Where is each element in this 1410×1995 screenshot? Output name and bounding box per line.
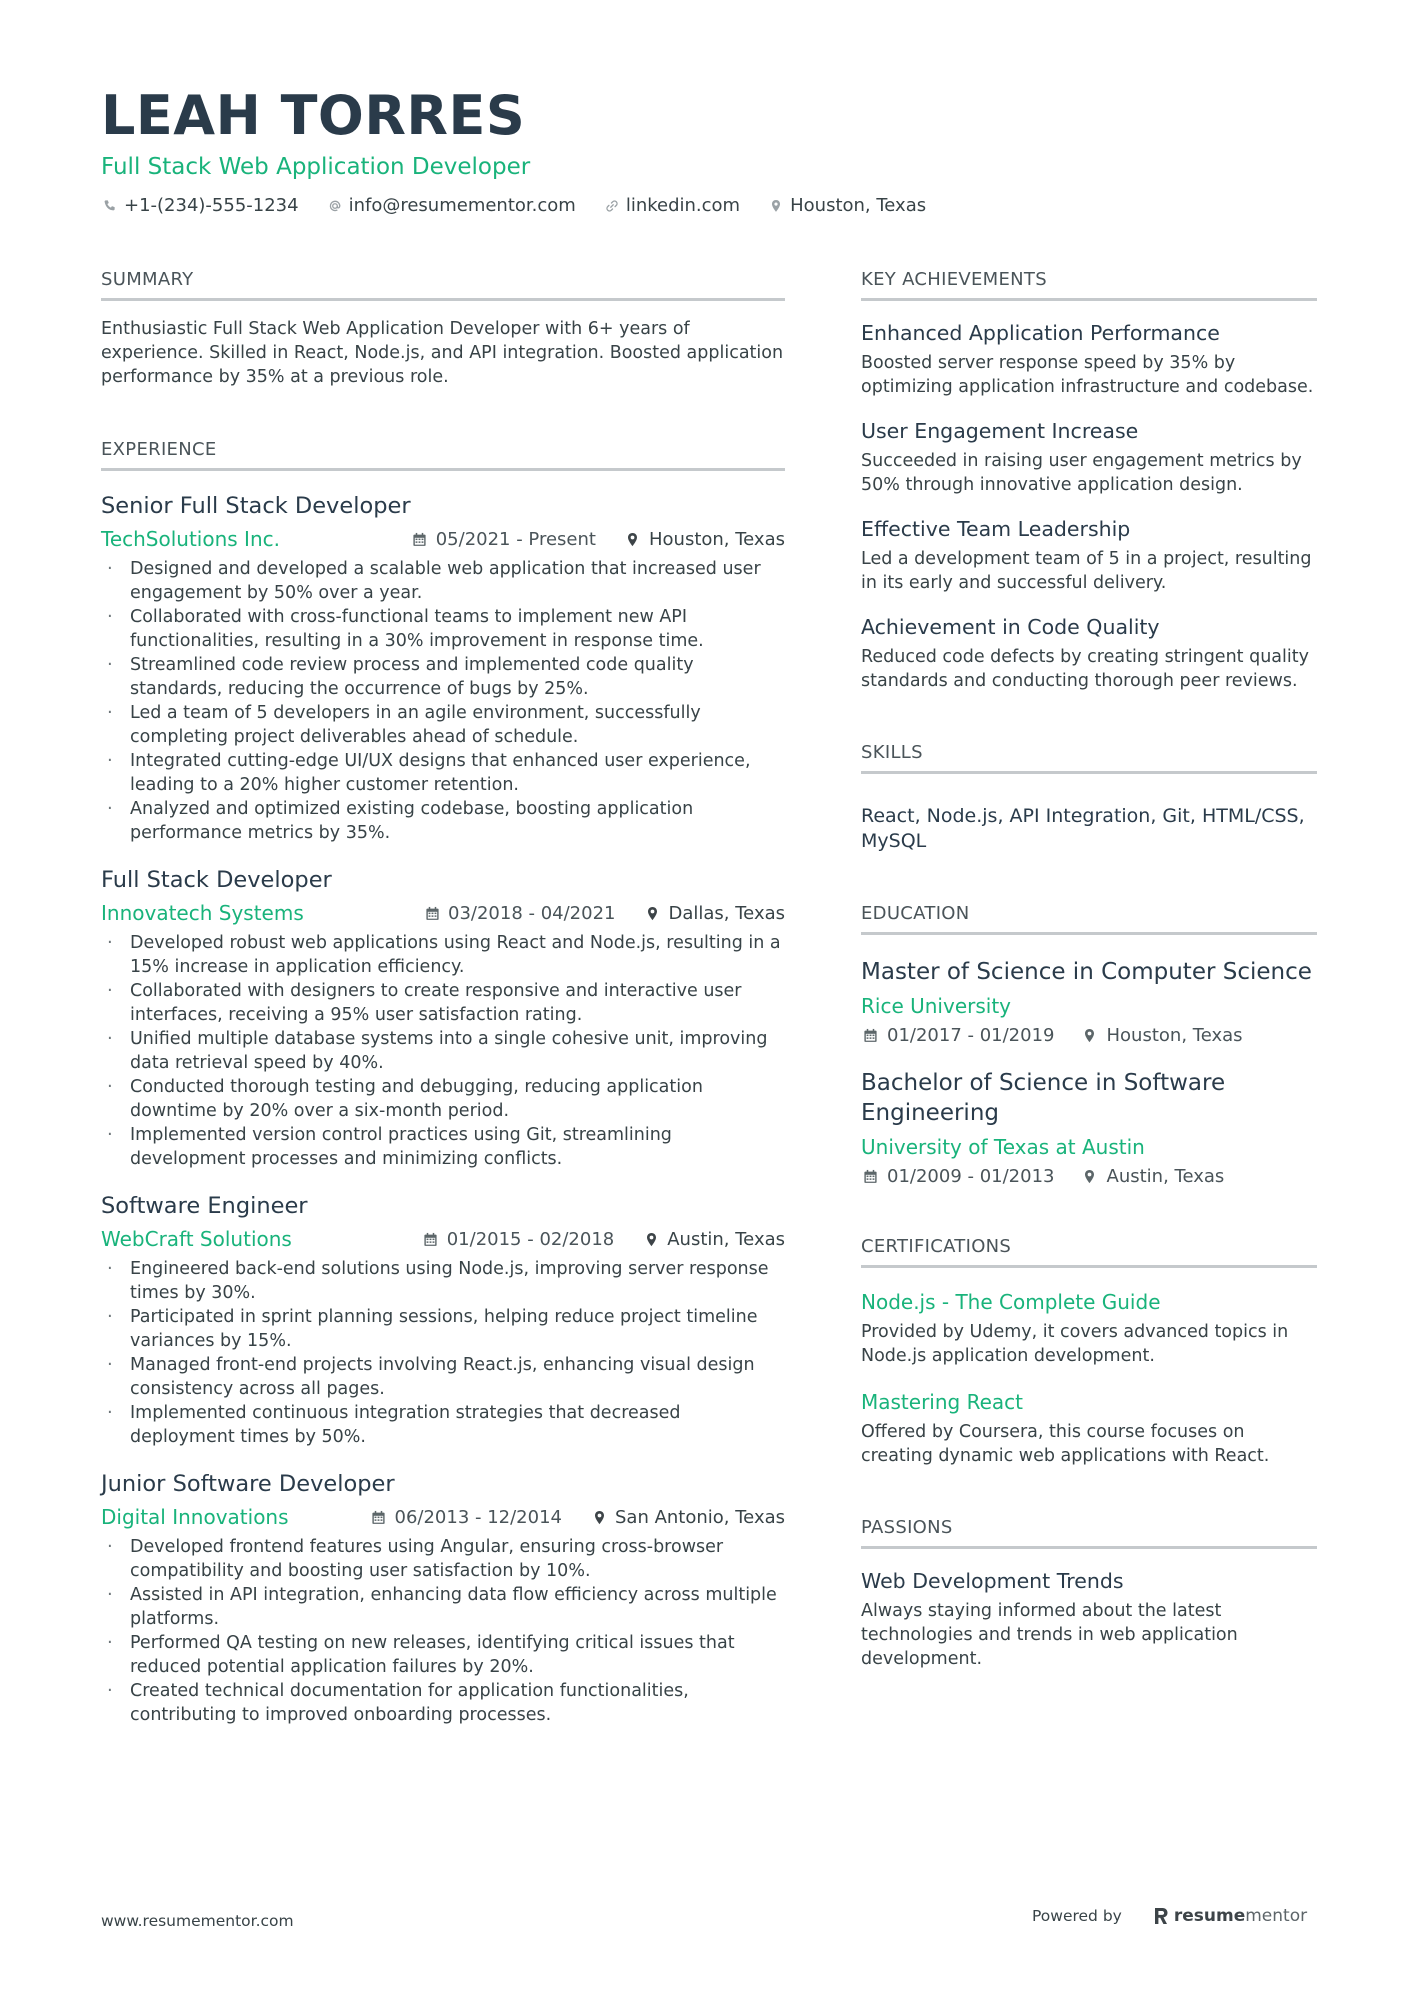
job-bullet: · Assisted in API integration, enhancing data flow efficiency across multiple platforms. <box>101 1583 785 1631</box>
job-bullet: · Analyzed and optimized existing codebase, boosting application performance metrics by 35%. <box>101 797 785 845</box>
job-location: Austin, Texas <box>667 1228 785 1250</box>
left-column <box>101 268 785 1727</box>
job-dates: 03/2018 - 04/2021 <box>448 902 616 924</box>
calendar-icon <box>422 1230 440 1248</box>
job-dates: 01/2015 - 02/2018 <box>446 1228 615 1250</box>
education-dates: 01/2017 - 01/2019 <box>887 1025 1055 1046</box>
location-pin-icon <box>767 197 785 215</box>
education-meta <box>861 1166 1317 1187</box>
job-dates: 06/2013 - 12/2014 <box>394 1506 562 1528</box>
location-text: Houston, Texas <box>790 195 927 216</box>
education-heading: EDUCATION <box>861 902 1317 935</box>
brand-name-bold: resume <box>1173 1906 1246 1926</box>
job-meta <box>422 1229 785 1250</box>
achievements-section <box>861 268 1317 693</box>
skills-heading: SKILLS <box>861 741 1317 774</box>
contact-bar <box>101 195 1321 216</box>
job-bullet: · Collaborated with designers to create responsive and interactive user interfaces, receiving a 95% user satisfaction rating. <box>101 979 785 1027</box>
job-bullet: · Participated in sprint planning sessions, helping reduce project timeline variances by 15%. <box>101 1305 785 1353</box>
candidate-title: Full Stack Web Application Developer <box>101 154 531 180</box>
contact-phone[interactable] <box>101 195 299 216</box>
experience-section <box>101 438 785 1727</box>
calendar-icon <box>861 1027 879 1045</box>
certification-text: Provided by Udemy, it covers advanced topics in Node.js application development. <box>861 1322 1289 1366</box>
degree-title: Master of Science in Computer Science <box>861 959 1312 985</box>
job-entry <box>101 1191 785 1449</box>
candidate-name: LEAH TORRES <box>101 84 526 147</box>
job-meta-row <box>101 525 785 553</box>
job-bullet: · Integrated cutting-edge UI/UX designs that enhanced user experience, leading to a 20% higher customer retention. <box>101 749 785 797</box>
powered-by-text: Powered by <box>1032 1907 1122 1925</box>
achievement-item <box>861 319 1317 399</box>
email-text: info@resumementor.com <box>348 195 576 216</box>
achievement-item <box>861 613 1317 693</box>
certification-text: Offered by Coursera, this course focuses on creating dynamic web applications with React. <box>861 1422 1270 1466</box>
achievement-text: Succeeded in raising user engagement metrics by 50% through innovative application design. <box>861 451 1302 495</box>
certifications-section <box>861 1235 1317 1468</box>
school-name: Rice University <box>861 994 1011 1018</box>
education-meta <box>861 1025 1317 1046</box>
contact-email[interactable] <box>326 195 576 216</box>
job-dates: 05/2021 - Present <box>435 528 596 550</box>
job-meta <box>370 1507 786 1528</box>
job-bullet: · Managed front-end projects involving React.js, enhancing visual design consistency across all pages. <box>101 1353 785 1401</box>
resume-header <box>101 84 1321 216</box>
summary-text: Enthusiastic Full Stack Web Application Developer with 6+ years of experience. Skilled in React, Node.js, and API integration. Boosted application performance by 35% at a previous role. <box>101 319 784 387</box>
company-name: Innovatech Systems <box>101 901 304 925</box>
achievement-title: User Engagement Increase <box>861 419 1139 443</box>
location-pin-icon <box>1081 1168 1099 1186</box>
achievement-title: Effective Team Leadership <box>861 517 1131 541</box>
job-bullet: · Implemented continuous integration strategies that decreased deployment times by 50%. <box>101 1401 785 1449</box>
resumementor-logo-icon <box>1152 1905 1170 1927</box>
certification-item <box>861 1288 1317 1368</box>
job-meta-row <box>101 899 785 927</box>
education-section <box>861 902 1317 1187</box>
job-bullet: · Unified multiple database systems into a single cohesive unit, improving data retrieval speed by 40%. <box>101 1027 785 1075</box>
brand-name-light: mentor <box>1245 1906 1308 1926</box>
job-bullets <box>101 931 785 1171</box>
contact-website[interactable] <box>603 195 740 216</box>
calendar-icon <box>861 1168 879 1186</box>
skills-section <box>861 741 1317 854</box>
footer-website[interactable]: www.resumementor.com <box>101 1912 294 1930</box>
skills-text: React, Node.js, API Integration, Git, HTML/CSS, MySQL <box>861 805 1305 852</box>
company-name: TechSolutions Inc. <box>101 527 280 551</box>
job-bullet: · Designed and developed a scalable web application that increased user engagement by 50% over a year. <box>101 557 785 605</box>
job-title: Junior Software Developer <box>101 1471 395 1497</box>
passion-item <box>861 1567 1317 1671</box>
brand-logo[interactable] <box>1152 1905 1307 1927</box>
achievement-title: Enhanced Application Performance <box>861 321 1220 345</box>
education-location: Austin, Texas <box>1106 1166 1225 1187</box>
location-pin-icon <box>644 904 662 922</box>
job-bullet: · Collaborated with cross-functional teams to implement new API functionalities, resulting in a 30% improvement in response time. <box>101 605 785 653</box>
summary-heading: SUMMARY <box>101 268 785 301</box>
achievement-text: Led a development team of 5 in a project, resulting in its early and successful delivery. <box>861 549 1312 593</box>
job-bullet: · Performed QA testing on new releases, identifying critical issues that reduced potential application failures by 20%. <box>101 1631 785 1679</box>
location-pin-icon <box>624 530 642 548</box>
passions-heading: PASSIONS <box>861 1516 1317 1549</box>
right-column <box>861 268 1317 1671</box>
job-bullet: · Created technical documentation for application functionalities, contributing to improved onboarding processes. <box>101 1679 785 1727</box>
job-bullets <box>101 1535 785 1727</box>
achievement-title: Achievement in Code Quality <box>861 615 1160 639</box>
location-pin-icon <box>1081 1027 1099 1045</box>
job-bullet: · Streamlined code review process and implemented code quality standards, reducing the occurrence of bugs by 25%. <box>101 653 785 701</box>
job-meta-row <box>101 1225 785 1253</box>
achievement-text: Reduced code defects by creating stringent quality standards and conducting thorough peer reviews. <box>861 647 1309 691</box>
job-location: Dallas, Texas <box>668 902 785 924</box>
certification-title: Mastering React <box>861 1390 1023 1414</box>
job-entry <box>101 865 785 1171</box>
company-name: Digital Innovations <box>101 1505 289 1529</box>
passions-section <box>861 1516 1317 1671</box>
calendar-icon <box>370 1508 388 1526</box>
passion-title: Web Development Trends <box>861 1569 1124 1593</box>
experience-heading: EXPERIENCE <box>101 438 785 471</box>
achievement-item <box>861 515 1317 595</box>
job-bullet: · Developed frontend features using Angular, ensuring cross-browser compatibility and boosting user satisfaction by 10%. <box>101 1535 785 1583</box>
job-bullets <box>101 557 785 845</box>
job-location: San Antonio, Texas <box>615 1506 785 1528</box>
company-name: WebCraft Solutions <box>101 1227 292 1251</box>
phone-text: +1-(234)-555-1234 <box>124 195 299 216</box>
job-title: Senior Full Stack Developer <box>101 493 411 519</box>
location-pin-icon <box>590 1508 608 1526</box>
achievements-heading: KEY ACHIEVEMENTS <box>861 268 1317 301</box>
job-meta <box>411 529 785 550</box>
certification-title: Node.js - The Complete Guide <box>861 1290 1161 1314</box>
summary-section <box>101 268 785 389</box>
job-bullet: · Conducted thorough testing and debugging, reducing application downtime by 20% over a six-month period. <box>101 1075 785 1123</box>
certification-item <box>861 1388 1317 1468</box>
job-bullet: · Led a team of 5 developers in an agile environment, successfully completing project deliverables ahead of schedule. <box>101 701 785 749</box>
education-item <box>861 957 1317 1046</box>
calendar-icon <box>411 530 429 548</box>
job-title: Full Stack Developer <box>101 867 332 893</box>
website-text: linkedin.com <box>625 195 741 216</box>
phone-icon <box>101 197 119 215</box>
job-meta <box>423 903 785 924</box>
job-location: Houston, Texas <box>648 528 785 550</box>
job-title: Software Engineer <box>101 1193 308 1219</box>
education-item <box>861 1068 1317 1187</box>
school-name: University of Texas at Austin <box>861 1135 1145 1159</box>
job-entry <box>101 1469 785 1727</box>
certifications-heading: CERTIFICATIONS <box>861 1235 1317 1268</box>
footer-brand <box>1032 1905 1307 1927</box>
passion-text: Always staying informed about the latest technologies and trends in web application development. <box>861 1601 1238 1669</box>
achievement-text: Boosted server response speed by 35% by optimizing application infrastructure and codebase. <box>861 353 1314 397</box>
location-pin-icon <box>642 1230 660 1248</box>
job-meta-row <box>101 1503 785 1531</box>
education-location: Houston, Texas <box>1106 1025 1243 1046</box>
education-dates: 01/2009 - 01/2013 <box>887 1166 1055 1187</box>
at-icon <box>326 197 344 215</box>
degree-title: Bachelor of Science in Software Engineering <box>861 1070 1226 1126</box>
job-bullet: · Implemented version control practices using Git, streamlining development processes and minimizing conflicts. <box>101 1123 785 1171</box>
achievement-item <box>861 417 1317 497</box>
contact-location <box>767 195 926 216</box>
job-bullet: · Developed robust web applications using React and Node.js, resulting in a 15% increase in application efficiency. <box>101 931 785 979</box>
link-icon <box>603 197 621 215</box>
calendar-icon <box>423 904 441 922</box>
job-bullets <box>101 1257 785 1449</box>
job-bullet: · Engineered back-end solutions using Node.js, improving server response times by 30%. <box>101 1257 785 1305</box>
job-entry <box>101 491 785 845</box>
